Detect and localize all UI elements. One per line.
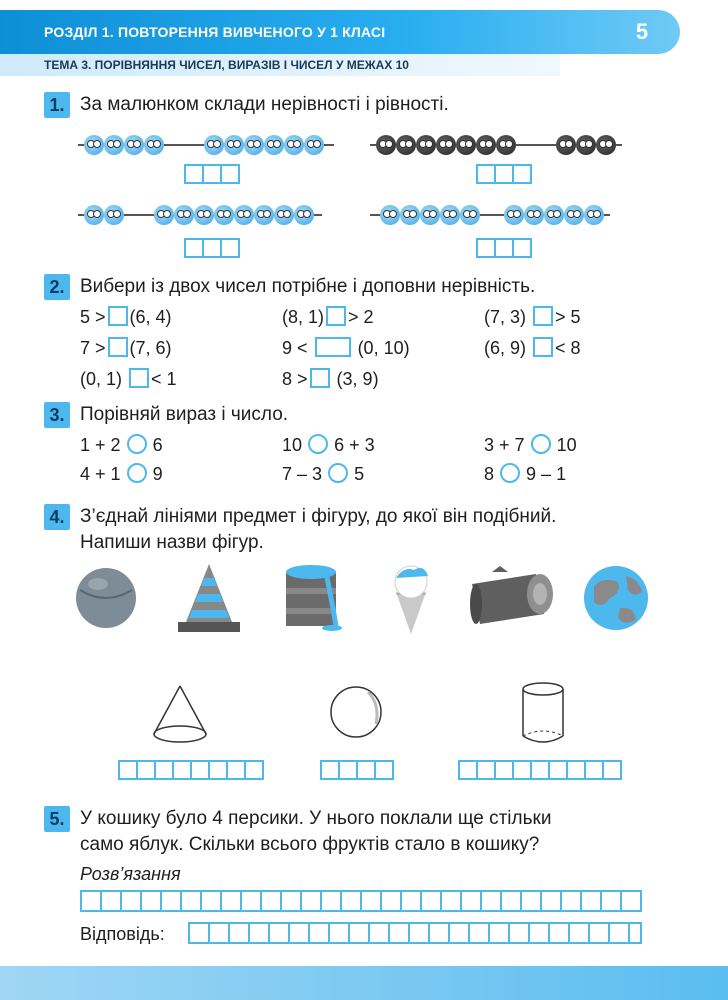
task-text: З’єднай лініями предмет і фігуру, до якої він подібний. <box>80 506 557 527</box>
ball-row <box>78 198 322 232</box>
answer-box[interactable] <box>310 368 330 388</box>
compare-circle[interactable] <box>328 463 348 483</box>
task-text: За малюнком склади нерівності і рівності. <box>80 94 449 115</box>
task-number: 5. <box>44 806 70 832</box>
inequality: (8, 1) > 2 <box>282 307 374 327</box>
task-number: 2. <box>44 274 70 300</box>
answer-boxes[interactable] <box>476 238 530 258</box>
answer-label: Відповідь: <box>80 924 165 944</box>
answer-box[interactable] <box>326 306 346 326</box>
answer-boxes[interactable] <box>184 164 238 184</box>
figure-name-boxes[interactable] <box>320 760 392 780</box>
topic-title: ТЕМА 3. ПОРІВНЯННЯ ЧИСЕЛ, ВИРАЗІВ І ЧИСЕЛ У МЕЖАХ 10 <box>44 58 409 72</box>
comparison: 8 9 – 1 <box>484 464 567 484</box>
section-title: РОЗДІЛ 1. ПОВТОРЕННЯ ВИВЧЕНОГО У 1 КЛАСІ <box>44 24 386 40</box>
answer-boxes[interactable] <box>184 238 238 258</box>
inequality: 5 > (6, 4) <box>80 307 172 327</box>
task-number: 3. <box>44 402 70 428</box>
solution-label: Розв’язання <box>80 864 181 884</box>
answer-box[interactable] <box>315 337 351 357</box>
comparison: 1 + 2 6 <box>80 435 163 455</box>
inequality: (6, 9) < 8 <box>484 338 581 358</box>
answer-box[interactable] <box>533 337 553 357</box>
comparison: 7 – 3 5 <box>282 464 365 484</box>
inequality: 9 < (0, 10) <box>282 338 410 358</box>
task-number: 4. <box>44 504 70 530</box>
answer-box[interactable] <box>108 306 128 326</box>
ice-cream-picture[interactable] <box>395 566 428 634</box>
ball-row <box>370 128 622 162</box>
answer-grid[interactable] <box>188 922 642 944</box>
task-text: Вибери із двох чисел потрібне і доповни нерівність. <box>80 276 536 297</box>
cone-figure[interactable] <box>150 684 210 746</box>
inequality: 7 > (7, 6) <box>80 338 172 358</box>
page-number: 5 <box>635 19 649 44</box>
figure-name-boxes[interactable] <box>118 760 262 780</box>
paint-bucket-picture[interactable] <box>286 565 342 631</box>
inequality: 8 > (3, 9) <box>282 369 379 389</box>
comparison: 10 6 + 3 <box>282 435 375 455</box>
comparison: 3 + 7 10 <box>484 435 577 455</box>
globe-picture[interactable] <box>584 566 648 630</box>
answer-box[interactable] <box>533 306 553 326</box>
compare-circle[interactable] <box>308 434 328 454</box>
compare-circle[interactable] <box>127 463 147 483</box>
footer-bar <box>0 966 728 1000</box>
task-text: само яблук. Скільки всього фруктів стало в кошику? <box>80 834 540 855</box>
traffic-cone-picture[interactable] <box>178 564 240 632</box>
sphere-figure[interactable] <box>328 684 384 740</box>
inequality: (0, 1) < 1 <box>80 369 177 389</box>
task-text: Напиши назви фігур. <box>80 532 264 553</box>
task-text: У кошику було 4 персики. У нього поклали ще стільки <box>80 808 552 829</box>
figure-name-boxes[interactable] <box>458 760 620 780</box>
ball-row <box>370 198 610 232</box>
task-text: Порівняй вираз і число. <box>80 404 289 425</box>
answer-boxes[interactable] <box>476 164 530 184</box>
comparison: 4 + 1 9 <box>80 464 163 484</box>
answer-box[interactable] <box>108 337 128 357</box>
ball-row <box>78 128 334 162</box>
inequality: (7, 3) > 5 <box>484 307 581 327</box>
compare-circle[interactable] <box>500 463 520 483</box>
solution-grid[interactable] <box>80 890 642 912</box>
cylinder-figure[interactable] <box>518 680 568 746</box>
ball-picture[interactable] <box>76 568 136 628</box>
log-picture[interactable] <box>470 566 553 624</box>
compare-circle[interactable] <box>127 434 147 454</box>
answer-box[interactable] <box>129 368 149 388</box>
compare-circle[interactable] <box>531 434 551 454</box>
task-number: 1. <box>44 92 70 118</box>
objects-strip <box>74 562 654 636</box>
